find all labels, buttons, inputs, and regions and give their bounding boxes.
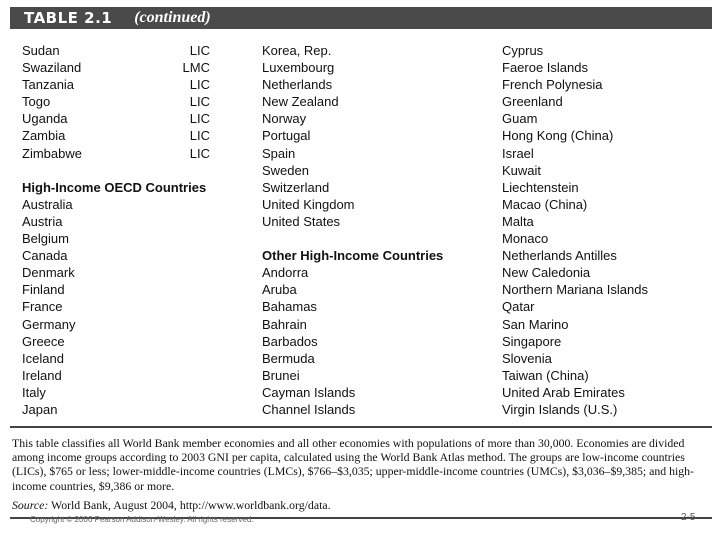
list-item: Belgium	[22, 231, 69, 247]
country-name: Swaziland	[22, 60, 82, 76]
row-spacer	[22, 162, 210, 179]
list-item: Liechtenstein	[502, 179, 579, 195]
list-item: United Arab Emirates	[502, 384, 625, 400]
table-label: TABLE 2.1	[24, 9, 113, 27]
list-item: Australia	[22, 196, 73, 212]
list-item: Norway	[262, 111, 307, 127]
income-code: LIC	[189, 111, 210, 127]
list-item: Aruba	[262, 282, 297, 298]
list-item: Cyprus	[502, 43, 544, 58]
country-name: Sudan	[22, 43, 60, 58]
list-item: United States	[262, 213, 341, 229]
copyright-text: Copyright © 2006 Pearson Addison-Wesley. All rights reserved.	[30, 515, 254, 524]
list-item: Virgin Islands (U.S.)	[502, 401, 618, 417]
list-item: Kuwait	[502, 162, 542, 178]
source-text: World Bank, August 2004, http://www.worldbank.org/data.	[51, 498, 331, 512]
list-item: Iceland	[22, 350, 64, 366]
country-name: Togo	[22, 94, 51, 110]
list-item: Bahamas	[262, 299, 317, 315]
table-row	[22, 59, 210, 76]
list-item: Korea, Rep.	[262, 43, 332, 58]
list-item: Singapore	[502, 333, 562, 349]
list-item: Faeroe Islands	[502, 60, 588, 76]
income-code: LIC	[189, 128, 210, 144]
list-item: Germany	[22, 316, 76, 332]
list-item: Israel	[502, 145, 534, 161]
table-row	[22, 127, 210, 144]
table-note: This table classifies all World Bank member economies and all other economies with populations of more than 30,000. Economies are divided among income groups according to 2003 GNI per capita, calculated using the World Bank Atlas method. The groups are low-income countries (LICs), $765 or less; lower-middle-income countries (LMCs), $766–$3,035; upper-middle-income countries (UMCs), $3,036–$9,385; and high-income countries, $9,386 or more.	[12, 436, 694, 493]
income-code: LMC	[182, 60, 210, 76]
section-heading-other-high-income: Other High-Income Countries	[262, 248, 444, 264]
list-item: Bermuda	[262, 350, 315, 366]
list-item: Monaco	[502, 231, 549, 247]
list-item: Bahrain	[262, 316, 307, 332]
income-code: LIC	[189, 77, 210, 93]
list-item: Hong Kong (China)	[502, 128, 614, 144]
list-item: Malta	[502, 213, 534, 229]
table-row	[22, 93, 210, 110]
list-item: Japan	[22, 401, 58, 417]
list-item: New Caledonia	[502, 265, 591, 281]
column-2	[262, 42, 482, 418]
source-line	[12, 498, 712, 513]
section-heading-oecd: High-Income OECD Countries	[22, 179, 207, 195]
list-item: Ireland	[22, 367, 62, 383]
list-item: United Kingdom	[262, 196, 355, 212]
list-item: Greenland	[502, 94, 563, 110]
list-item: France	[22, 299, 63, 315]
table-row	[22, 42, 210, 59]
list-item: Andorra	[262, 265, 309, 281]
list-item: Greece	[22, 333, 65, 349]
table-row	[22, 145, 210, 162]
divider	[10, 426, 712, 428]
list-item: Finland	[22, 282, 65, 298]
table-row	[22, 76, 210, 93]
list-item: Luxembourg	[262, 60, 335, 76]
income-code: LIC	[189, 145, 210, 161]
list-item: Italy	[22, 384, 46, 400]
list-item: Switzerland	[262, 179, 330, 195]
list-item: Netherlands	[262, 77, 333, 93]
table-header-bar	[10, 7, 712, 29]
list-item: Cayman Islands	[262, 384, 356, 400]
list-item: Canada	[22, 248, 68, 264]
list-item: Portugal	[262, 128, 311, 144]
income-code: LIC	[189, 94, 210, 110]
list-item: Guam	[502, 111, 538, 127]
country-name: Zimbabwe	[22, 145, 82, 161]
list-item: Qatar	[502, 299, 535, 315]
country-name: Zambia	[22, 128, 66, 144]
list-item: Macao (China)	[502, 196, 588, 212]
source-label: Source:	[12, 498, 49, 512]
list-item: French Polynesia	[502, 77, 603, 93]
continued-label: (continued)	[134, 9, 211, 26]
list-item: Spain	[262, 145, 296, 161]
list-item: Channel Islands	[262, 401, 356, 417]
income-code: LIC	[189, 43, 210, 58]
list-item: Denmark	[22, 265, 75, 281]
column-3	[502, 42, 712, 418]
list-item: New Zealand	[262, 94, 339, 110]
country-name: Uganda	[22, 111, 68, 127]
list-item: Brunei	[262, 367, 300, 383]
list-item: Barbados	[262, 333, 318, 349]
list-item: Taiwan (China)	[502, 367, 589, 383]
column-1	[22, 42, 210, 418]
list-item: Austria	[22, 213, 63, 229]
table-row	[22, 110, 210, 127]
page-number: 2-5	[681, 512, 696, 523]
list-item: Netherlands Antilles	[502, 248, 617, 264]
list-item: Slovenia	[502, 350, 552, 366]
list-item: San Marino	[502, 316, 569, 332]
list-item: Sweden	[262, 162, 309, 178]
row-spacer	[262, 230, 482, 247]
country-name: Tanzania	[22, 77, 75, 93]
list-item: Northern Mariana Islands	[502, 282, 648, 298]
